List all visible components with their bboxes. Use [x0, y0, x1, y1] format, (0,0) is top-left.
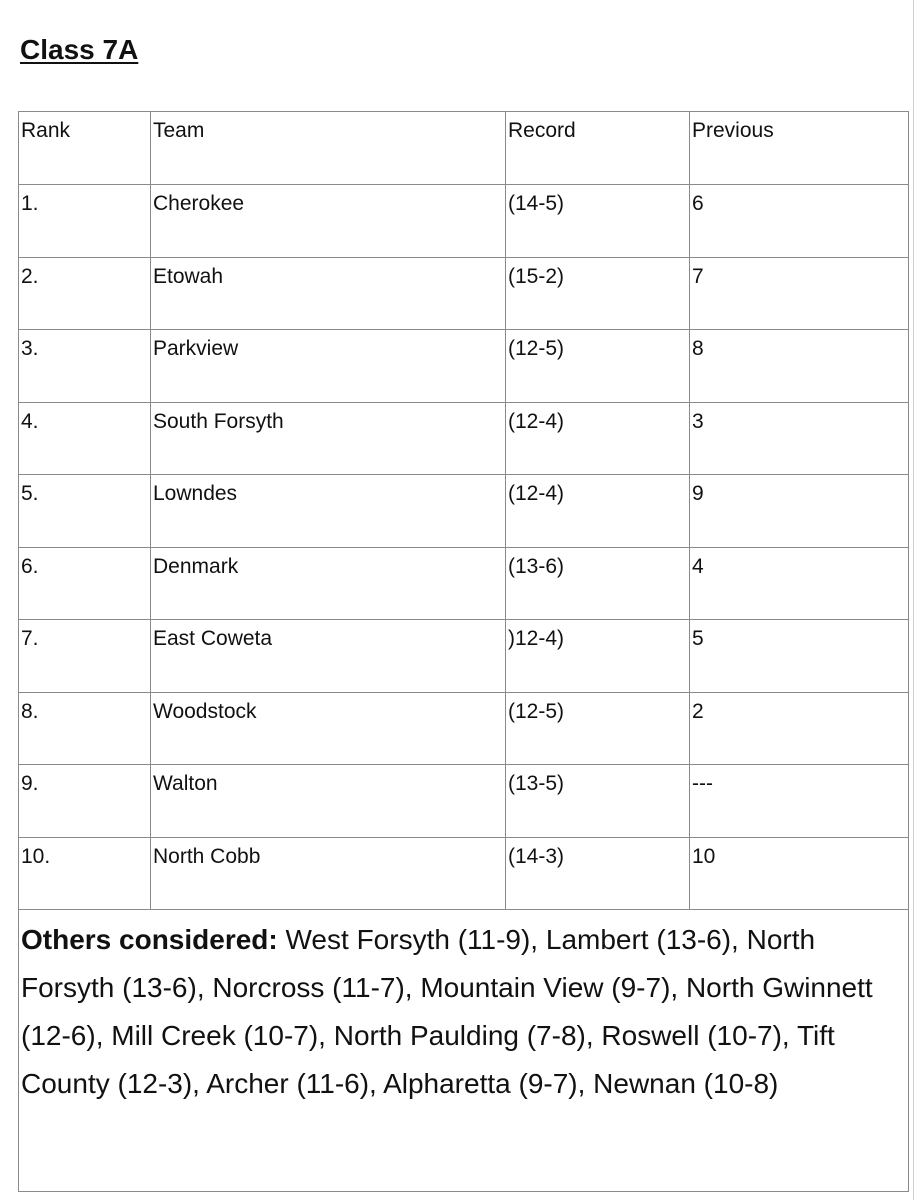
- previous-cell: ---: [690, 765, 909, 838]
- team-cell: Cherokee: [151, 185, 506, 258]
- previous-cell: 8: [690, 330, 909, 403]
- rank-cell: 4.: [19, 402, 151, 475]
- previous-cell: 10: [690, 837, 909, 910]
- record-cell: (12-5): [506, 330, 690, 403]
- team-cell: Parkview: [151, 330, 506, 403]
- team-cell: Etowah: [151, 257, 506, 330]
- others-considered-label: Others considered:: [21, 924, 278, 955]
- previous-cell: 4: [690, 547, 909, 620]
- table-row: [19, 692, 909, 765]
- record-cell: (12-4): [506, 475, 690, 548]
- previous-cell: 7: [690, 257, 909, 330]
- rank-cell: 2.: [19, 257, 151, 330]
- column-header-previous: Previous: [690, 112, 909, 185]
- table-row: [19, 185, 909, 258]
- previous-cell: 6: [690, 185, 909, 258]
- column-header-team: Team: [151, 112, 506, 185]
- table-row: [19, 765, 909, 838]
- team-cell: North Cobb: [151, 837, 506, 910]
- rank-cell: 8.: [19, 692, 151, 765]
- record-cell: (14-5): [506, 185, 690, 258]
- column-header-record: Record: [506, 112, 690, 185]
- table-row: [19, 837, 909, 910]
- table-header-row: [19, 112, 909, 185]
- record-cell: (13-6): [506, 547, 690, 620]
- page-title: Class 7A: [20, 34, 139, 65]
- record-cell: (12-5): [506, 692, 690, 765]
- rank-cell: 1.: [19, 185, 151, 258]
- team-cell: Denmark: [151, 547, 506, 620]
- table-row: [19, 620, 909, 693]
- record-cell: )12-4): [506, 620, 690, 693]
- rank-cell: 7.: [19, 620, 151, 693]
- rank-cell: 3.: [19, 330, 151, 403]
- others-considered-cell: [19, 910, 909, 1192]
- rank-cell: 6.: [19, 547, 151, 620]
- previous-cell: 3: [690, 402, 909, 475]
- previous-cell: 2: [690, 692, 909, 765]
- page-edge-divider: [913, 0, 914, 1200]
- team-cell: Walton: [151, 765, 506, 838]
- rank-cell: 9.: [19, 765, 151, 838]
- rank-cell: 10.: [19, 837, 151, 910]
- team-cell: South Forsyth: [151, 402, 506, 475]
- table-row: [19, 402, 909, 475]
- previous-cell: 5: [690, 620, 909, 693]
- record-cell: (15-2): [506, 257, 690, 330]
- record-cell: (14-3): [506, 837, 690, 910]
- column-header-rank: Rank: [19, 112, 151, 185]
- team-cell: East Coweta: [151, 620, 506, 693]
- previous-cell: 9: [690, 475, 909, 548]
- others-considered-row: [19, 910, 909, 1192]
- rankings-table: [18, 111, 909, 1192]
- others-considered-text: West Forsyth (11-9), Lambert (13-6), North Forsyth (13-6), Norcross (11-7), Mountain View (9-7), North Gwinnett (12-6), Mill Creek (10-7), North Paulding (7-8), Roswell (10-7), Tift County (12-3), Archer (11-6), Alpharetta (9-7), Newnan (10-8): [21, 924, 873, 1099]
- table-row: [19, 547, 909, 620]
- team-cell: Woodstock: [151, 692, 506, 765]
- record-cell: (13-5): [506, 765, 690, 838]
- table-row: [19, 257, 909, 330]
- table-row: [19, 330, 909, 403]
- rank-cell: 5.: [19, 475, 151, 548]
- record-cell: (12-4): [506, 402, 690, 475]
- table-row: [19, 475, 909, 548]
- team-cell: Lowndes: [151, 475, 506, 548]
